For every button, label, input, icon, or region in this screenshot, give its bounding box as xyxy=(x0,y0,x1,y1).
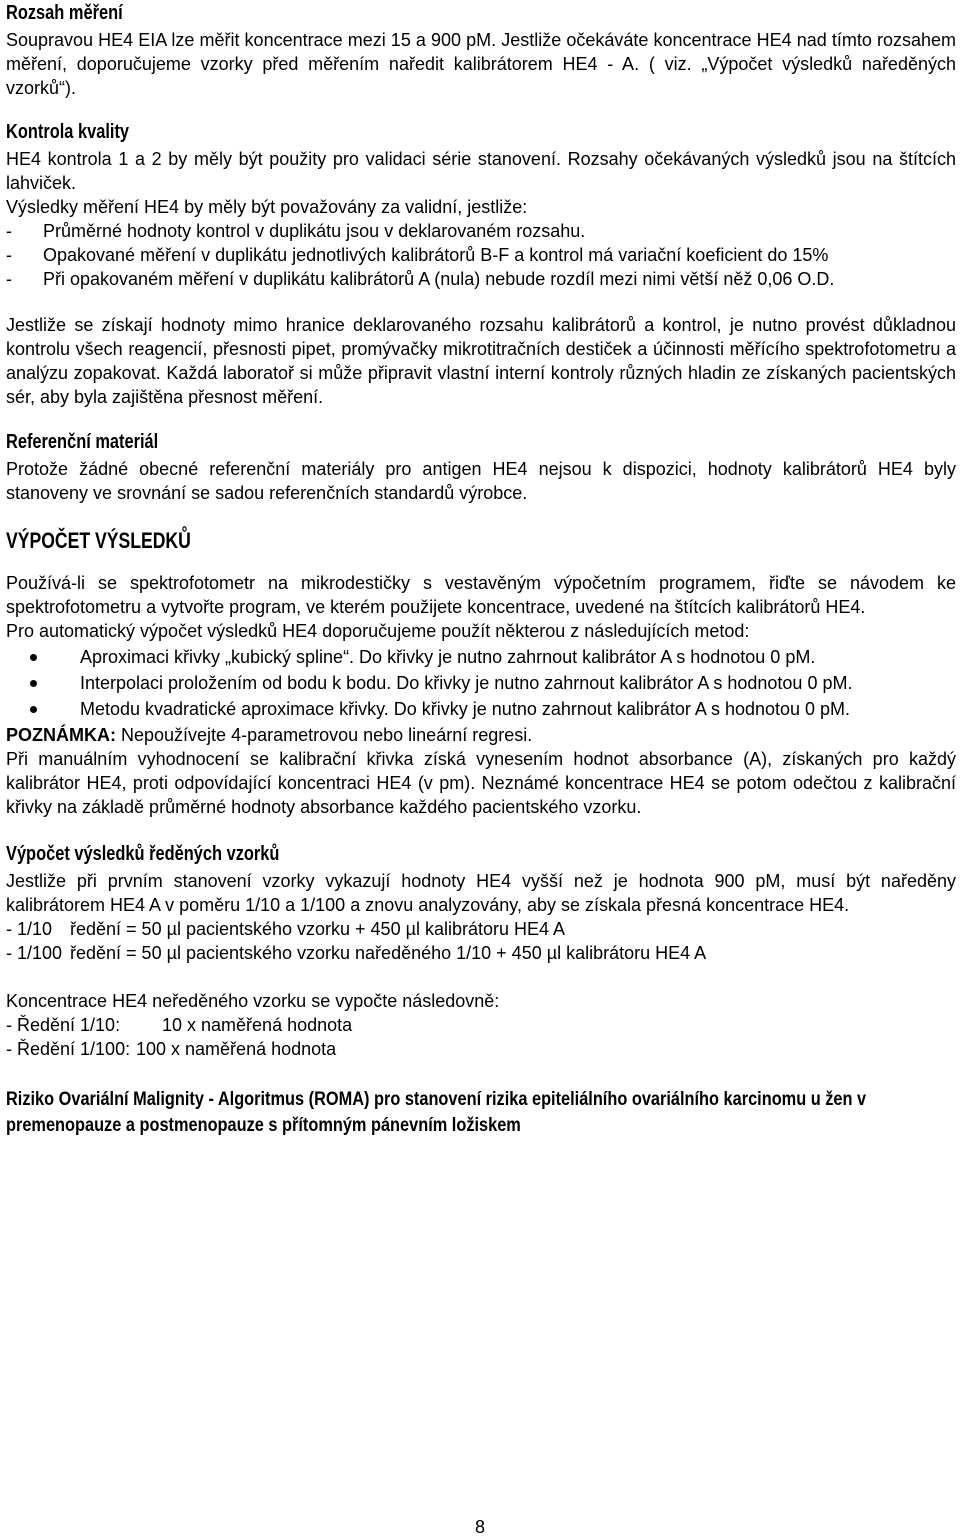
section-title-quality: Kontrola kvality xyxy=(6,121,130,143)
range-text: Soupravou HE4 EIA lze měřit koncentrace mezi 15 a 900 pM. Jestliže očekáváte koncentrace HE4 nad tímto rozsahem měření, doporučujeme vzorky před měřením naředit kalibrátorem HE4 - A. ( viz. „Výpočet výsledků naředěných vzorků“). xyxy=(6,30,956,98)
dilution-line-1 xyxy=(6,917,956,941)
section-title-calculation: VÝPOČET VÝSLEDKŮ xyxy=(6,528,191,553)
dilution-line-1-label: - 1/10 xyxy=(6,919,53,939)
criteria-text: Při opakovaném měření v duplikátu kalibrátorů A (nula) nebude rozdíl mezi nimi větší něž 0,06 O.D. xyxy=(43,269,835,289)
bullet-icon xyxy=(30,680,37,687)
method-item xyxy=(6,645,956,669)
concentration-line-2-label: - Ředění 1/100: xyxy=(6,1039,131,1059)
method-text: Interpolaci proložením od bodu k bodu. Do křivky je nutno zahrnout kalibrátor A s hodnotou 0 pM. xyxy=(80,673,853,693)
dilution-line-2 xyxy=(6,941,956,965)
document-page xyxy=(6,0,956,1139)
criteria-item xyxy=(6,243,956,267)
criteria-text: Průměrné hodnoty kontrol v duplikátu jsou v deklarovaném rozsahu. xyxy=(43,221,586,241)
concentration-line-1-label: - Ředění 1/10: xyxy=(6,1015,121,1035)
reference-text: Protože žádné obecné referenční materiály pro antigen HE4 nejsou k dispozici, hodnoty kalibrátorů HE4 byly stanoveny ve srovnání se sadou referenčních standardů výrobce. xyxy=(6,459,956,503)
concentration-line-2 xyxy=(6,1037,956,1061)
concentration-intro: Koncentrace HE4 neředěného vzorku se vypočte následovně: xyxy=(6,991,500,1011)
concentration-line-1 xyxy=(6,1013,956,1037)
method-text: Aproximaci křivky „kubický spline“. Do křivky je nutno zahrnout kalibrátor A s hodnotou 0 pM. xyxy=(80,647,816,667)
criteria-item xyxy=(6,267,956,291)
note-text: Nepoužívejte 4-parametrovou nebo lineární regresi. xyxy=(116,725,533,745)
calculation-p3: Při manuálním vyhodnocení se kalibrační křivka získá vynesením hodnot absorbance (A), získaných pro každý kalibrátor HE4, proti odpovídající koncentraci HE4 (v pm). Neznámé koncentrace HE4 se potom odečtou z kalibrační křivky na základě průměrné hodnoty absorbance každého pacientského vzorku. xyxy=(6,749,956,817)
calculation-p2: Pro automatický výpočet výsledků HE4 doporučujeme použít některou z následujících metod: xyxy=(6,621,750,641)
bullet-icon xyxy=(30,706,37,713)
concentration-line-1-text: 10 x naměřená hodnota xyxy=(162,1015,353,1035)
quality-outside-text: Jestliže se získají hodnoty mimo hranice deklarovaného rozsahu kalibrátorů a kontrol, je nutno provést důkladnou kontrolu všech reagencií, přesnosti pipet, promývačky mikrotitračních destiček a účinnosti měřícího spektrofotometru a analýzu zopakovat. Každá laboratoř si může připravit vlastní interní kontroly různých hladin ze získaných pacientských sér, aby byla zajištěna přesnost měření. xyxy=(6,315,956,407)
calculation-note xyxy=(6,723,956,747)
method-item xyxy=(6,697,956,721)
section-title-dilution: Výpočet výsledků ředěných vzorků xyxy=(6,843,280,865)
dilution-line-1-text: ředění = 50 µl pacientského vzorku + 450 µl kalibrátoru HE4 A xyxy=(70,919,566,939)
concentration-line-2-text: 100 x naměřená hodnota xyxy=(136,1039,337,1059)
dilution-line-2-label: - 1/100 xyxy=(6,943,63,963)
criteria-text: Opakované měření v duplikátu jednotlivých kalibrátorů B-F a kontrol má variační koeficient do 15% xyxy=(43,245,829,265)
section-title-reference: Referenční materiál xyxy=(6,431,159,453)
dash-marker: - xyxy=(6,245,12,265)
dash-marker: - xyxy=(6,269,12,289)
methods-list xyxy=(6,645,956,721)
quality-criteria-intro: Výsledky měření HE4 by měly být považovány za validní, jestliže: xyxy=(6,197,528,217)
dilution-line-2-text: ředění = 50 µl pacientského vzorku naředěného 1/10 + 450 µl kalibrátoru HE4 A xyxy=(70,943,707,963)
section-title-range: Rozsah měření xyxy=(6,2,123,24)
method-text: Metodu kvadratické aproximace křivky. Do křivky je nutno zahrnout kalibrátor A s hodnotou 0 pM. xyxy=(80,699,851,719)
dash-marker: - xyxy=(6,221,12,241)
page-number: 8 xyxy=(474,1517,485,1537)
calculation-p1: Používá-li se spektrofotometr na mikrodestičky s vestavěným výpočetním programem, řiďte se návodem ke spektrofotometru a vytvořte program, ve kterém použijete koncentrace, uvedené na štítcích kalibrátorů HE4. xyxy=(6,573,956,617)
dilution-text: Jestliže při prvním stanovení vzorky vykazují hodnoty HE4 vyšší než je hodnota 900 pM, musí být naředěny kalibrátorem HE4 A v poměru 1/10 a 1/100 a znovu analyzovány, aby se získala přesná koncentrace HE4. xyxy=(6,871,956,915)
method-item xyxy=(6,671,956,695)
section-title-roma: Riziko Ovariální Malignity - Algoritmus (ROMA) pro stanovení rizika epiteliálního ovariálního karcinomu u žen v premenopauze a postmenopauze s přítomným pánevním ložiskem xyxy=(6,1089,867,1136)
bullet-icon xyxy=(30,654,37,661)
quality-intro: HE4 kontrola 1 a 2 by měly být použity pro validaci série stanovení. Rozsahy očekávaných výsledků jsou na štítcích lahviček. xyxy=(6,149,956,193)
criteria-item xyxy=(6,219,956,243)
note-label: POZNÁMKA: xyxy=(6,725,116,745)
